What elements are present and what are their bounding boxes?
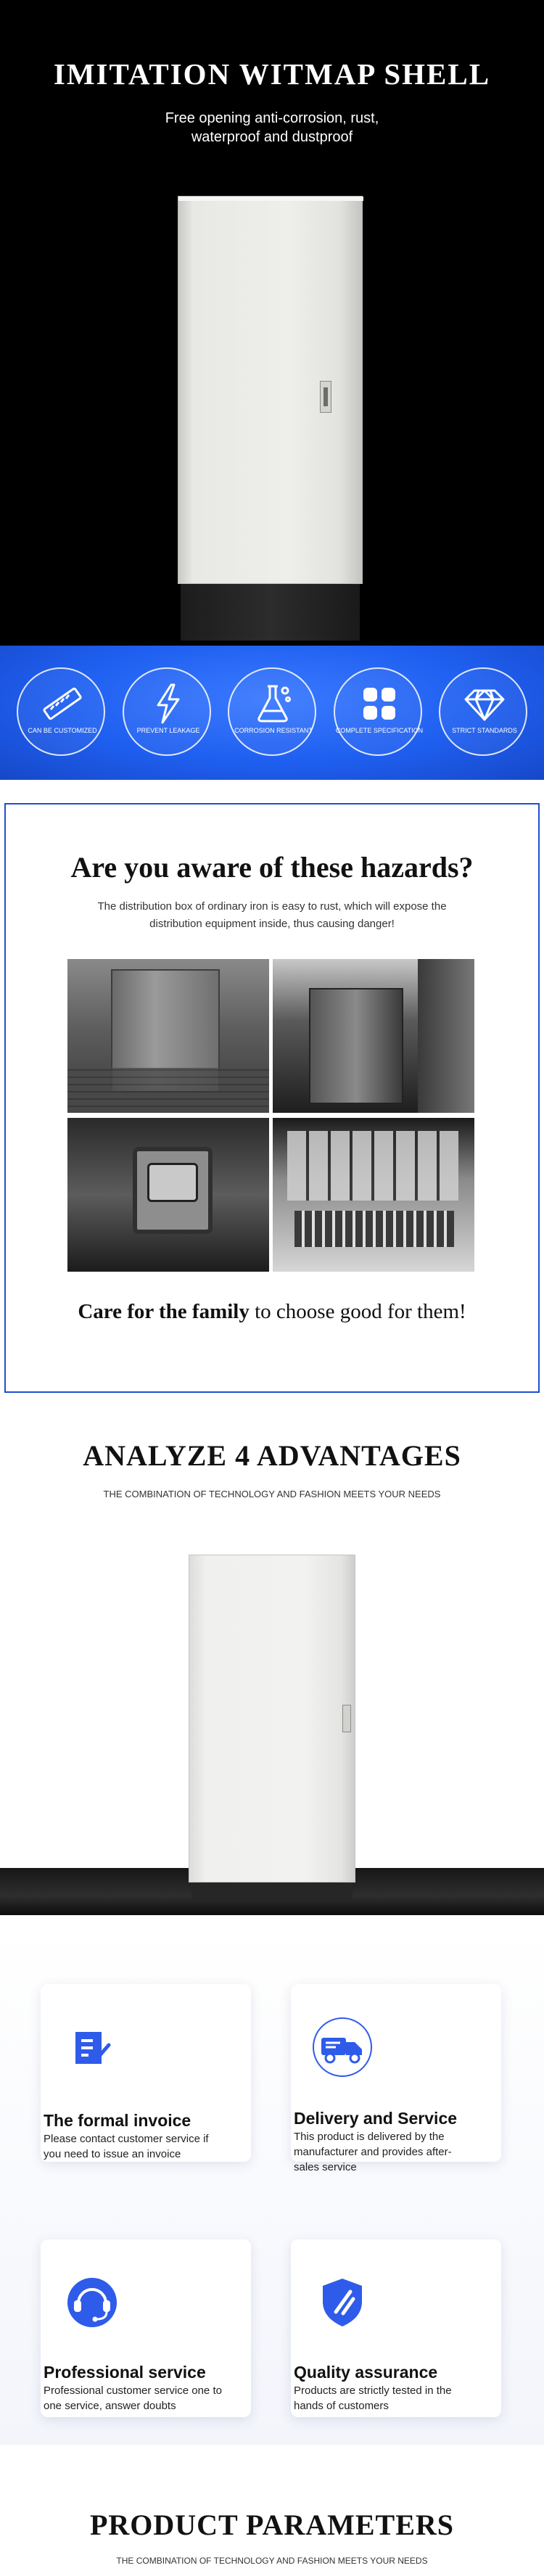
hero-cabinet-image — [178, 196, 363, 646]
cabinet-base — [191, 1882, 353, 1901]
care-slogan-rest: to choose good for them! — [249, 1300, 466, 1323]
rusty-box-photo-2 — [273, 959, 474, 1113]
invoice-icon — [58, 2013, 126, 2081]
cabinet-base — [181, 584, 360, 641]
truck-icon — [308, 2013, 376, 2081]
hazards-title: Are you aware of these hazards? — [70, 851, 474, 884]
advantages-cabinet-image — [189, 1555, 355, 1901]
diamond-icon — [463, 682, 506, 725]
advantages-subtitle: THE COMBINATION OF TECHNOLOGY AND FASHION MEETS YOUR NEEDS — [103, 1489, 441, 1499]
hero-title: IMITATION WITMAP SHELL — [53, 57, 491, 91]
service-title: The formal invoice — [44, 2111, 191, 2130]
hero-section — [0, 0, 544, 646]
rusty-box-photo-4 — [273, 1118, 474, 1272]
cabinet-handle — [320, 381, 331, 413]
parameters-title: PRODUCT PARAMETERS — [89, 2509, 455, 2541]
rusty-box-photo-1 — [67, 959, 269, 1113]
service-card-invoice — [41, 1984, 251, 2162]
service-text: This product is delivered by the manufacturer and provides after-sales service — [294, 2131, 452, 2173]
service-card-delivery — [291, 1984, 501, 2173]
care-slogan — [0, 1300, 544, 1324]
grid-icon — [358, 682, 401, 725]
parameters-subtitle: THE COMBINATION OF TECHNOLOGY AND FASHION MEETS YOUR NEEDS — [116, 2556, 428, 2566]
hero-subtitle-line2: waterproof and dustproof — [191, 129, 353, 145]
feature-label: PREVENT LEAKAGE — [136, 727, 200, 734]
feature-label: CORROSION RESISTANT — [234, 727, 313, 734]
service-text: Products are strictly tested in the hands of customers — [294, 2384, 452, 2412]
hero-subtitle-line1: Free opening anti-corrosion, rust, — [165, 110, 379, 126]
service-card-quality — [291, 2239, 501, 2417]
service-text: Professional customer service one to one service, answer doubts — [44, 2384, 222, 2412]
hero-subtitle — [0, 109, 544, 147]
cabinet-door — [189, 1555, 355, 1882]
service-title: Quality assurance — [294, 2363, 438, 2382]
ruler-icon — [41, 682, 84, 725]
advantages-title: ANALYZE 4 ADVANTAGES — [83, 1439, 461, 1472]
lightning-icon — [147, 682, 190, 725]
headset-icon — [58, 2268, 126, 2337]
care-slogan-bold: Care for the family — [78, 1300, 250, 1323]
rusty-box-photo-3 — [67, 1118, 269, 1272]
service-title: Delivery and Service — [294, 2109, 458, 2128]
shield-icon — [308, 2268, 376, 2337]
feature-specification — [334, 667, 422, 756]
cabinet-door — [178, 196, 363, 584]
flask-icon — [252, 682, 295, 725]
service-text: Please contact customer service if you need to issue an invoice — [44, 2133, 209, 2160]
service-title: Professional service — [44, 2363, 206, 2382]
feature-label: COMPLETE SPECIFICATION — [335, 727, 424, 734]
service-card-professional — [41, 2239, 251, 2417]
feature-standards — [439, 667, 527, 756]
feature-corrosion — [228, 667, 316, 756]
feature-label: CAN BE CUSTOMIZED — [28, 727, 97, 734]
feature-label: STRICT STANDARDS — [452, 727, 517, 734]
feature-leakage — [123, 667, 211, 756]
feature-customized — [17, 667, 105, 756]
hazards-text: The distribution box of ordinary iron is easy to rust, which will expose the distribution equipment inside, thus causing danger! — [97, 900, 447, 930]
cabinet-handle — [342, 1705, 351, 1732]
